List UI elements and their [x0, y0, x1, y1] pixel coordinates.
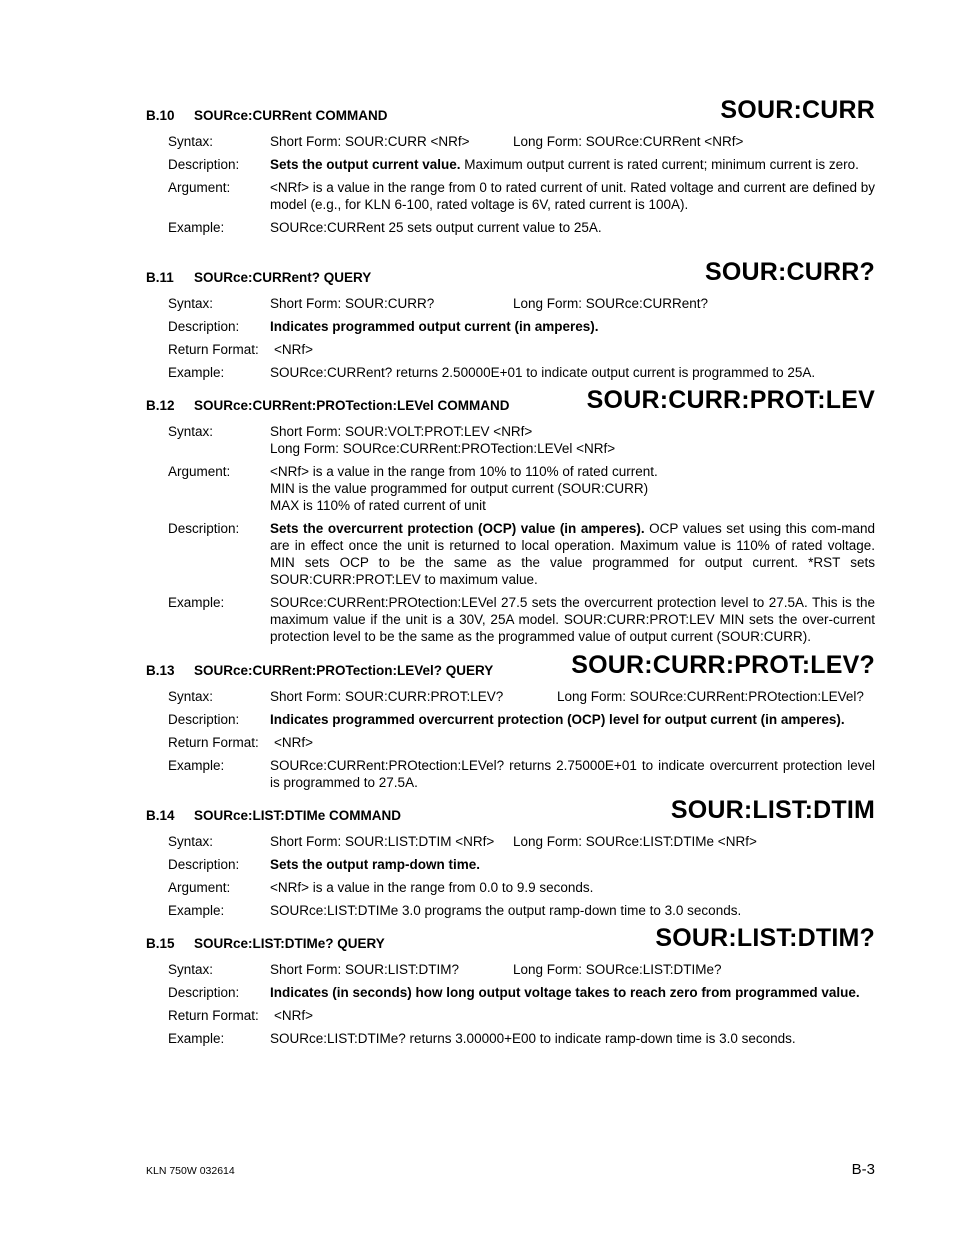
argument-row: [146, 463, 875, 514]
example-row: [146, 364, 875, 381]
return-format-text: <NRf>: [274, 1008, 314, 1023]
argument-label: Argument:: [168, 880, 231, 895]
description-label: Description:: [168, 985, 240, 1000]
syntax-label: Syntax:: [168, 296, 214, 311]
short-form: Short Form: SOUR:CURR?: [270, 296, 435, 311]
section-number: B.11: [146, 270, 174, 285]
description-bold: Indicates programmed output current (in amperes).: [270, 319, 599, 334]
syntax-row: [146, 688, 875, 705]
description-row: [146, 520, 875, 588]
section-header: [146, 796, 875, 830]
return-format-row: [146, 1007, 875, 1024]
description-label: Description:: [168, 521, 240, 536]
section-title: [146, 663, 493, 678]
section-header: [146, 386, 875, 420]
short-form: Short Form: SOUR:CURR <NRf>: [270, 134, 470, 149]
argument-row: [146, 879, 875, 896]
example-row: [146, 902, 875, 919]
syntax-row: [146, 133, 875, 150]
argument-label: Argument:: [168, 464, 231, 479]
footer-doc-id: KLN 750W 032614: [146, 1165, 235, 1177]
description-row: [146, 711, 875, 728]
example-label: Example:: [168, 1031, 225, 1046]
short-form: Short Form: SOUR:LIST:DTIM <NRf>: [270, 834, 495, 849]
description-label: Description:: [168, 857, 240, 872]
example-text: SOURce:LIST:DTIMe? returns 3.00000+E00 to indicate ramp-down time is 3.0 seconds.: [270, 1031, 796, 1046]
section-title: [146, 270, 371, 285]
section-title: [146, 808, 401, 823]
section-b14: [146, 796, 875, 925]
description-bold: Indicates (in seconds) how long output voltage takes to reach zero from programmed value.: [270, 985, 860, 1000]
syntax-label: Syntax:: [168, 962, 214, 977]
example-text: SOURce:CURRent? returns 2.50000E+01 to indicate output current is programmed to 25A.: [270, 365, 816, 380]
return-format-label: Return Format:: [168, 342, 259, 357]
long-form: Long Form: SOURce:LIST:DTIMe?: [513, 962, 722, 977]
section-title-text: SOURce:CURRent COMMAND: [194, 108, 388, 123]
return-format-text: <NRf>: [274, 735, 314, 750]
example-label: Example:: [168, 220, 225, 235]
example-text: SOURce:CURRent 25 sets output current value to 25A.: [270, 220, 602, 235]
section-number: B.12: [146, 398, 175, 413]
argument-line: MAX is 110% of rated current of unit: [270, 498, 486, 513]
syntax-label: Syntax:: [168, 689, 214, 704]
example-text: SOURce:LIST:DTIMe 3.0 programs the output ramp-down time to 3.0 seconds.: [270, 903, 742, 918]
example-label: Example:: [168, 758, 225, 773]
section-header: [146, 924, 875, 958]
section-header: [146, 258, 875, 292]
example-text: SOURce:CURRent:PROtection:LEVel? returns 2.75000E+01 to indicate overcurrent protection level is programmed to 27.5A.: [270, 758, 875, 790]
section-b15: [146, 924, 875, 1053]
example-row: [146, 594, 875, 645]
section-title-text: SOURce:LIST:DTIMe? QUERY: [194, 936, 385, 951]
section-title-text: SOURce:CURRent? QUERY: [194, 270, 372, 285]
description-bold: Sets the overcurrent protection (OCP) value (in amperes).: [270, 521, 645, 536]
description-bold: Sets the output ramp-down time.: [270, 857, 481, 872]
short-form: Short Form: SOUR:VOLT:PROT:LEV <NRf>: [270, 424, 533, 439]
long-form: Long Form: SOURce:CURRent <NRf>: [513, 134, 744, 149]
argument-line: <NRf> is a value in the range from 10% to 110% of rated current.: [270, 464, 658, 479]
example-row: [146, 1030, 875, 1047]
syntax-label: Syntax:: [168, 134, 214, 149]
example-text: SOURce:CURRent:PROtection:LEVel 27.5 sets the overcurrent protection level to 27.5A. This is the maximum value if the unit is a 30V, 25A model. SOUR:CURR:PROT:LEV MIN sets the over-current protection level to be the same as the programmed value of output current (SOUR:CURR).: [270, 595, 875, 644]
section-number: B.14: [146, 808, 175, 823]
description-label: Description:: [168, 319, 240, 334]
short-form: Short Form: SOUR:CURR:PROT:LEV?: [270, 689, 504, 704]
syntax-row: [146, 961, 875, 978]
section-b10: [146, 96, 875, 242]
section-b13: [146, 651, 875, 797]
section-title: [146, 936, 385, 951]
argument-text: <NRf> is a value in the range from 0.0 to 9.9 seconds.: [270, 880, 594, 895]
command-mnemonic: SOUR:LIST:DTIM?: [655, 924, 875, 952]
example-label: Example:: [168, 365, 225, 380]
command-mnemonic: SOUR:CURR:PROT:LEV?: [571, 651, 875, 679]
syntax-row: [146, 295, 875, 312]
section-b12: [146, 386, 875, 651]
section-title-text: SOURce:CURRent:PROTection:LEVel? QUERY: [194, 663, 494, 678]
section-b11: [146, 258, 875, 387]
command-mnemonic: SOUR:CURR:PROT:LEV: [586, 386, 875, 414]
section-title: [146, 398, 510, 413]
section-header: [146, 651, 875, 685]
description-row: [146, 156, 875, 173]
command-mnemonic: SOUR:CURR?: [704, 258, 875, 286]
section-title-text: SOURce:CURRent:PROTection:LEVel COMMAND: [194, 398, 510, 413]
example-row: [146, 757, 875, 791]
description-label: Description:: [168, 157, 240, 172]
section-title: [146, 108, 388, 123]
description-row: [146, 984, 875, 1001]
description-text: Maximum output current is rated current; minimum current is zero.: [460, 157, 859, 172]
section-number: B.13: [146, 663, 175, 678]
long-form: Long Form: SOURce:LIST:DTIMe <NRf>: [513, 834, 757, 849]
return-format-row: [146, 341, 875, 358]
argument-row: [146, 179, 875, 213]
description-bold: Indicates programmed overcurrent protection (OCP) level for output current (in amperes).: [270, 712, 845, 727]
return-format-row: [146, 734, 875, 751]
return-format-label: Return Format:: [168, 1008, 259, 1023]
section-number: B.15: [146, 936, 175, 951]
section-number: B.10: [146, 108, 175, 123]
command-mnemonic: SOUR:LIST:DTIM: [670, 796, 875, 824]
example-label: Example:: [168, 595, 225, 610]
section-title-text: SOURce:LIST:DTIMe COMMAND: [194, 808, 402, 823]
long-form: Long Form: SOURce:CURRent:PROtection:LEVel?: [557, 689, 864, 704]
description-label: Description:: [168, 712, 240, 727]
argument-label: Argument:: [168, 180, 231, 195]
return-format-text: <NRf>: [274, 342, 314, 357]
syntax-label: Syntax:: [168, 834, 214, 849]
syntax-label: Syntax:: [168, 424, 214, 439]
argument-line: MIN is the value programmed for output current (SOUR:CURR): [270, 481, 649, 496]
section-header: [146, 96, 875, 130]
long-form: Long Form: SOURce:CURRent:PROTection:LEVel <NRf>: [270, 441, 616, 456]
page-number: B-3: [851, 1161, 875, 1178]
argument-text: <NRf> is a value in the range from 0 to rated current of unit. Rated voltage and current are defined by model (e.g., for KLN 6-100, rated voltage is 6V, rated current is 100A).: [270, 180, 875, 212]
long-form: Long Form: SOURce:CURRent?: [513, 296, 709, 311]
description-row: [146, 318, 875, 335]
description-bold: Sets the output current value.: [270, 157, 461, 172]
command-mnemonic: SOUR:CURR: [720, 96, 875, 124]
description-row: [146, 856, 875, 873]
syntax-row: [146, 833, 875, 850]
short-form: Short Form: SOUR:LIST:DTIM?: [270, 962, 460, 977]
return-format-label: Return Format:: [168, 735, 259, 750]
example-row: [146, 219, 875, 236]
syntax-row: [146, 423, 875, 457]
example-label: Example:: [168, 903, 225, 918]
description-text: OCP values set using this com-mand are in effect once the unit is returned to local operation. Maximum value is 110% of rated voltage. MIN sets OCP to be the same as the value programmed for output current. *RST sets SOUR:CURR:PROT:LEV to maximum value.: [270, 521, 875, 587]
